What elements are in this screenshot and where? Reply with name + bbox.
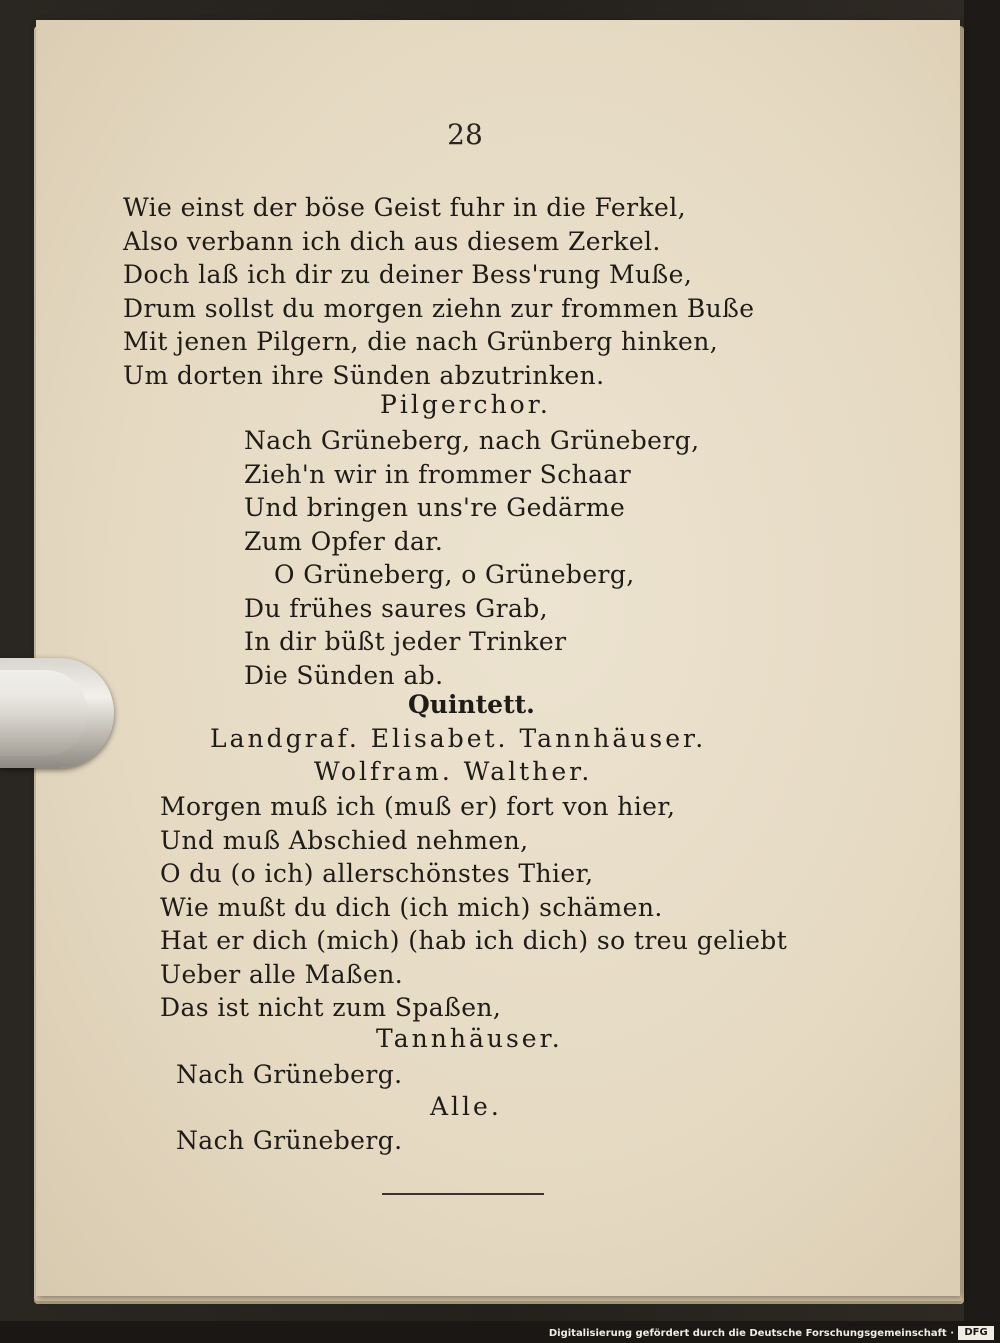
heading-quintett: Quintett. — [408, 690, 535, 719]
quintett-block — [160, 790, 787, 1025]
quintett-characters: Wolfram. Walther. — [314, 757, 593, 786]
chorus-line: Zum Opfer dar. — [244, 526, 444, 556]
book-spine-shadow — [964, 0, 1000, 1321]
heading-alle: Alle. — [430, 1092, 502, 1121]
heading-pilgerchor: Pilgerchor. — [380, 390, 551, 419]
chorus-line: Du frühes saures Grab, — [244, 593, 549, 623]
book-clip — [0, 658, 114, 768]
chorus-line: Die Sünden ab. — [244, 660, 444, 690]
chorus-line: Nach Grüneberg, nach Grüneberg, — [244, 426, 700, 455]
closing-rule — [382, 1193, 544, 1195]
tannhaeuser-line: Nach Grüneberg. — [176, 1060, 403, 1089]
footer-bar — [0, 1321, 1000, 1343]
heading-tannhaeuser: Tannhäuser. — [376, 1024, 563, 1053]
quintett-characters: Landgraf. Elisabet. Tannhäuser. — [210, 724, 707, 753]
chorus-line: O Grüneberg, o Grüneberg, — [274, 560, 635, 589]
quintett-line: Wie mußt du dich (ich mich) schämen. — [160, 892, 663, 922]
verse-line: Um dorten ihre Sünden abzutrinken. — [123, 360, 605, 390]
verse-line: Mit jenen Pilgern, die nach Grünberg hinken, — [123, 327, 719, 356]
quintett-line: O du (o ich) allerschönstes Thier, — [160, 859, 594, 888]
chorus-line: Und bringen uns're Gedärme — [244, 493, 626, 522]
quintett-line: Und muß Abschied nehmen, — [160, 825, 529, 855]
dfg-logo: DFG — [958, 1326, 994, 1340]
verse-line: Also verbann ich dich aus diesem Zerkel. — [123, 226, 661, 256]
book-clip-highlight — [0, 670, 88, 756]
quintett-line: Das ist nicht zum Spaßen, — [160, 993, 502, 1022]
verse-line: Wie einst der böse Geist fuhr in die Ferkel, — [123, 193, 686, 222]
verse-block — [123, 191, 754, 392]
verse-line: Drum sollst du morgen ziehn zur frommen Buße — [123, 293, 755, 323]
quintett-line: Hat er dich (mich) (hab ich dich) so treu geliebt — [160, 926, 788, 955]
footer-credit: Digitalisierung gefördert durch die Deutsche Forschungsgemeinschaft · — [548, 1328, 954, 1339]
quintett-line: Morgen muß ich (muß er) fort von hier, — [160, 792, 676, 821]
quintett-line: Ueber alle Maßen. — [160, 959, 404, 989]
verse-line: Doch laß ich dir zu deiner Bess'rung Muße, — [123, 260, 693, 289]
chorus-block — [244, 424, 699, 692]
alle-line: Nach Grüneberg. — [176, 1126, 403, 1155]
chorus-line: Zieh'n wir in frommer Schaar — [244, 459, 632, 489]
chorus-line: In dir büßt jeder Trinker — [244, 627, 567, 656]
page-number: 28 — [447, 118, 483, 151]
